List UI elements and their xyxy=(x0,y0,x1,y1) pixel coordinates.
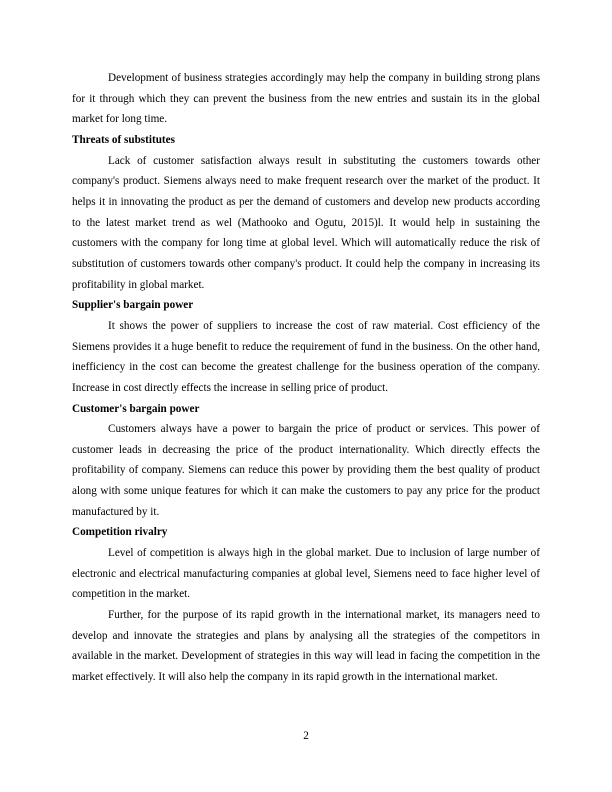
customers-bargain-power-paragraph: Customers always have a power to bargain the price of product or services. This power of customer leads in decreasing the price of the product internationality. Which directly effects the profitability of company. Siemens can reduce this power by providing them the best quality of product along with some unique features for which it can make the customers to pay any price for the product manufactured by it. xyxy=(72,423,540,518)
suppliers-bargain-power-paragraph: It shows the power of suppliers to increase the cost of raw material. Cost efficiency of the Siemens provides it a huge benefit to reduce the requirement of fund in the business. On the other hand, inefficiency in the cost can become the greatest challenge for the business operation of the company. Increase in cost directly effects the increase in selling price of product. xyxy=(72,319,540,394)
heading-competition-rivalry: Competition rivalry xyxy=(72,526,168,539)
heading-customers-bargain-power: Customer's bargain power xyxy=(72,402,200,415)
competition-rivalry-paragraph-1: Level of competition is always high in the global market. Due to inclusion of large number of electronic and electrical manufacturing companies at global level, Siemens need to face higher level of competition in the market. xyxy=(72,547,540,601)
heading-suppliers-bargain-power: Supplier's bargain power xyxy=(72,299,194,312)
threats-of-substitutes-paragraph: Lack of customer satisfaction always result in substituting the customers towards other company's product. Siemens always need to make frequent research over the market of the product. It helps it in innovating the product as per the demand of customers and develop new products according to the latest market trend as wel (Mathooko and Ogutu, 2015)l. It would help in sustaining the customers with the company for long time at global level. Which will automatically reduce the risk of substitution of customers towards other company's product. It could help the company in increasing its profitability in global market. xyxy=(72,154,540,291)
page-body xyxy=(72,68,540,688)
competition-rivalry-paragraph-2: Further, for the purpose of its rapid growth in the international market, its managers need to develop and innovate the strategies and plans by analysing all the strategies of the competitors in available in the market. Development of strategies in this way will lead in facing the competition in the market effectively. It will also help the company in its rapid growth in the international market. xyxy=(72,609,540,684)
intro-paragraph: Development of business strategies accordingly may help the company in building strong plans for it through which they can prevent the business from the new entries and sustain its in the global market for long time. xyxy=(72,72,540,126)
heading-threats-of-substitutes: Threats of substitutes xyxy=(72,133,175,146)
page-number: 2 xyxy=(303,730,309,742)
